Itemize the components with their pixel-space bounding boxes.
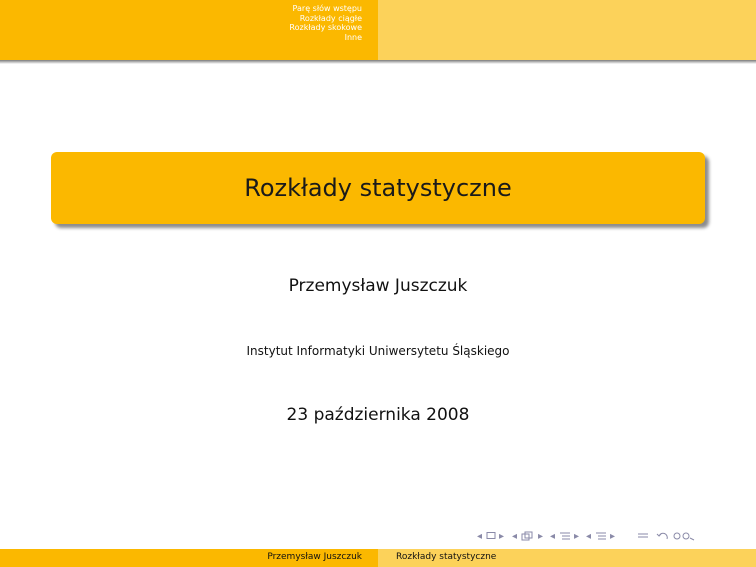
section-link-discrete[interactable]: Rozkłady skokowe	[289, 23, 362, 33]
section-navigation	[289, 4, 362, 42]
title-box	[51, 152, 705, 224]
footer-left-panel	[0, 549, 378, 567]
arrow-left-icon[interactable]: ◂	[550, 531, 556, 542]
header-bar	[0, 0, 756, 60]
presentation-title: Rozkłady statystyczne	[244, 174, 512, 202]
navigation-symbols	[0, 531, 756, 545]
header-right-panel	[378, 0, 756, 60]
arrow-left-icon[interactable]: ◂	[477, 531, 483, 542]
arrow-left-icon[interactable]: ◂	[512, 531, 518, 542]
header-left-panel	[0, 0, 378, 60]
institute-name: Instytut Informatyki Uniwersytetu Śląskiego	[246, 344, 510, 358]
presentation-date: 23 października 2008	[286, 405, 470, 425]
author-name: Przemysław Juszczuk	[288, 276, 468, 296]
footer-title: Rozkłady statystyczne	[396, 552, 497, 562]
footer-bar	[0, 549, 756, 567]
frame-icon[interactable]	[521, 531, 535, 544]
footer-right-panel	[378, 549, 756, 567]
section-link-other[interactable]: Inne	[344, 32, 362, 42]
slide-icon[interactable]	[486, 531, 496, 543]
arrow-right-icon[interactable]: ▸	[499, 531, 505, 542]
align-icon[interactable]	[637, 531, 649, 544]
section-icon[interactable]	[595, 531, 607, 544]
arrow-right-icon[interactable]: ▸	[610, 531, 616, 542]
arrow-left-icon[interactable]: ◂	[586, 531, 592, 542]
footer-author: Przemysław Juszczuk	[267, 552, 362, 562]
section-link-continuous[interactable]: Rozkłady ciągłe	[299, 13, 362, 23]
arrow-right-icon[interactable]: ▸	[538, 531, 544, 542]
search-icon[interactable]	[672, 531, 696, 544]
section-link-intro[interactable]: Parę słów wstępu	[292, 4, 362, 13]
undo-icon[interactable]	[655, 531, 669, 544]
subsection-icon[interactable]	[559, 531, 571, 544]
header-shadow	[0, 60, 756, 64]
arrow-right-icon[interactable]: ▸	[574, 531, 580, 542]
